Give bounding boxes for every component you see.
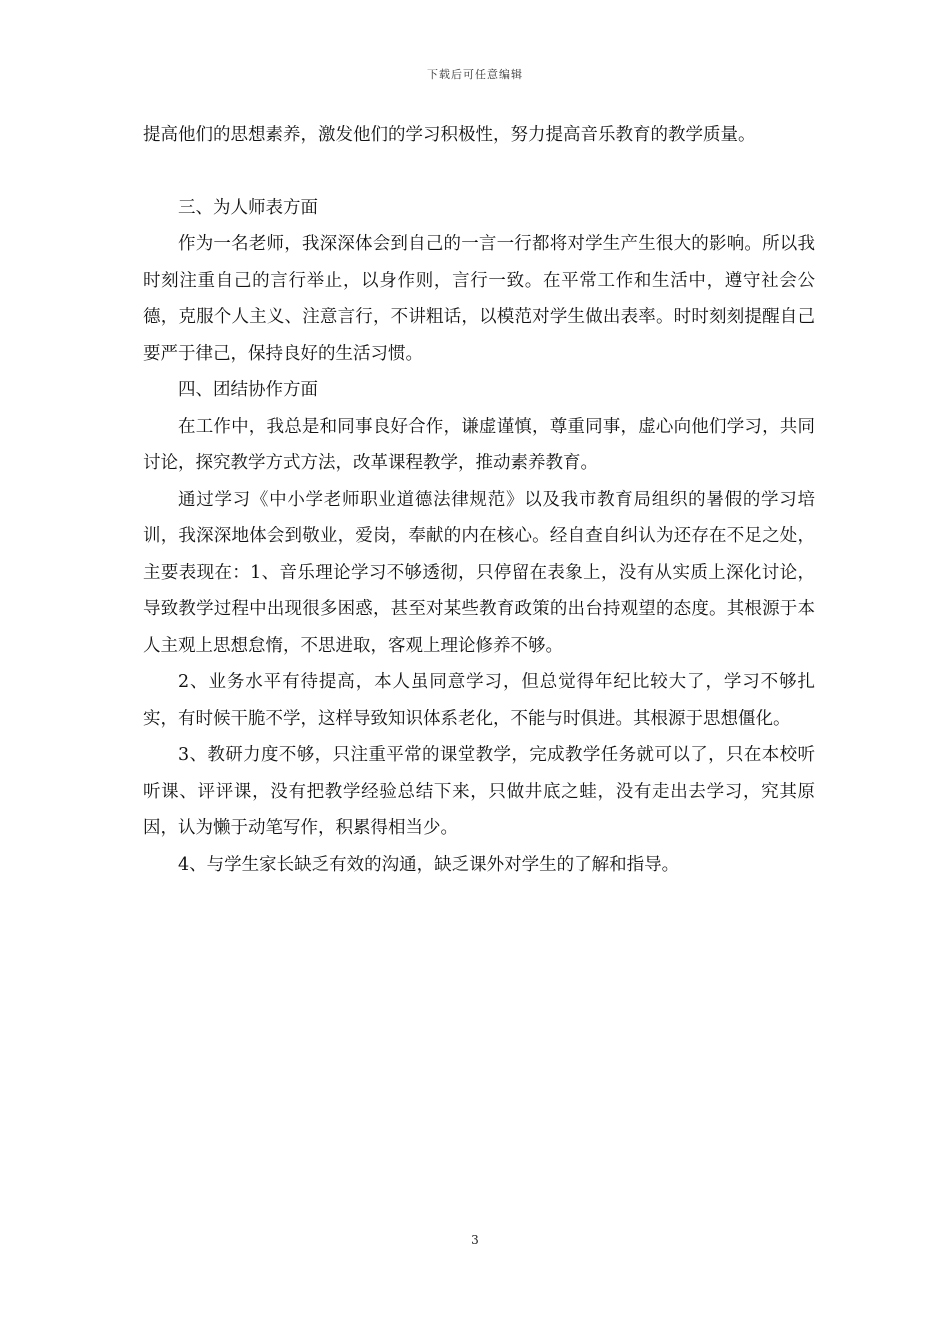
paragraph-item-2: 2、业务水平有待提高，本人虽同意学习，但总觉得年纪比较大了，学习不够扎实，有时候干脆不学，这样导致知识体系老化，不能与时俱进。其根源于思想僵化。 [143, 672, 815, 729]
section-heading-3: 三、为人师表方面 [178, 197, 318, 218]
document-body [143, 117, 815, 883]
page-number: 3 [471, 1233, 479, 1247]
paragraph-item-4: 4、与学生家长缺乏有效的沟通，缺乏课外对学生的了解和指导。 [178, 854, 680, 875]
paragraph-self-review: 通过学习《中小学老师职业道德法律规范》以及我市教育局组织的暑假的学习培训，我深深地体会到敬业，爱岗，奉献的内在核心。经自查自纠认为还存在不足之处，主要表现在：1、音乐理论学习不够透彻，只停留在表象上，没有从实质上深化讨论，导致教学过程中出现很多困惑，甚至对某些教育政策的出台持观望的态度。其根源于本人主观上思想怠惰，不思进取，客观上理论修养不够。 [143, 489, 815, 656]
paragraph-item-3: 3、教研力度不够，只注重平常的课堂教学，完成教学任务就可以了，只在本校听听课、评评课，没有把教学经验总结下来，只做井底之蛙，没有走出去学习，究其原因，认为懒于动笔写作，积累得相当少。 [143, 745, 815, 838]
paragraph-role-model: 作为一名老师，我深深体会到自己的一言一行都将对学生产生很大的影响。所以我时刻注重自己的言行举止，以身作则，言行一致。在平常工作和生活中，遵守社会公德，克服个人主义、注意言行，不讲粗话，以模范对学生做出表率。时时刻刻提醒自己要严于律己，保持良好的生活习惯。 [143, 234, 815, 364]
paragraph-spacer [143, 154, 815, 190]
paragraph-continuation: 提高他们的思想素养，激发他们的学习积极性，努力提高音乐教育的教学质量。 [143, 125, 756, 145]
paragraph-teamwork: 在工作中，我总是和同事良好合作，谦虚谨慎，尊重同事，虚心向他们学习，共同讨论，探究教学方式方法，改革课程教学，推动素养教育。 [143, 416, 815, 473]
section-heading-4: 四、团结协作方面 [178, 380, 318, 400]
page-header: 下载后可任意编辑 [427, 68, 523, 81]
